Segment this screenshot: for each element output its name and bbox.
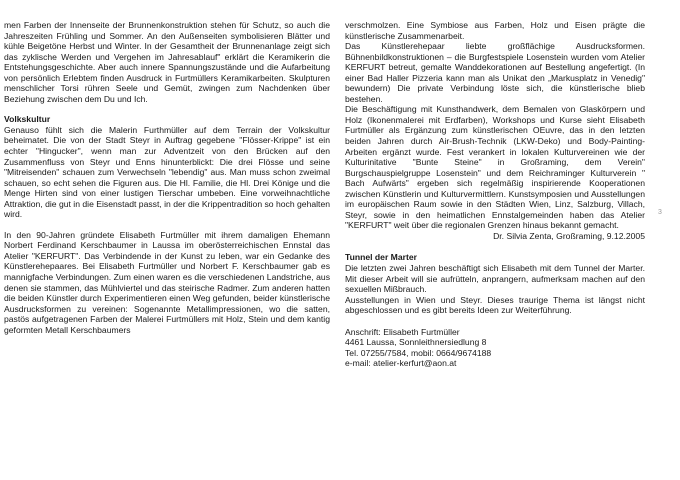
paragraph-kunsthandwerk: Die Beschäftigung mit Kunsthandwerk, dem Bemalen von Glaskörpern und Holz (Ikonenmalerei mit Erdfarben), Workshops und Kurse sieht Elisabeth Furtmüller als Ergänzung zum künstlerischen OEuvre, das in den letzten beiden Jahren durch Air-Brush-Technik (LKW-Deko) und Body-Painting-Arbeiten ergänzt wurde. Fest verankert in lokalen Kulturvereinen wie der Kulturinitative "Bunte Steine" in Großraming, dem Verein" Burgschauspielgruppe Losenstein" und dem Reichraminger Kulturverein " Bach Aufwärts" ergeben sich regelmäßig inspirierende Kooperationen zwischen Künstlerin und Kulturvermittlern. Kunstsymposien und Ausstellungen im europäischen Raum sowie in den Städten Wien, Linz, Salzburg, Villach, Steyr, sowie in den heimatlichen Ennstalgemeinden haben das Atelier "KERFURT" weit über die regionalen Grenzen hinaus bekannt gemacht. [345, 104, 645, 231]
paragraph-kerfurt: In den 90-Jahren gründete Elisabeth Furtmüller mit ihrem damaligen Ehemann Norbert Ferdinand Kerschbaumer in Laussa im oberösterreichischen Ennstal das Atelier "KERFURT". Das Verbindende in der Kunst zu leben, war ein Gedanke des Künstlerehepaares. Bei Elisabeth Furtmüller und Norbert F. Kerschbaumer gab es mannigfache Verbindungen. Zum einen waren es die verschiedenen Landstriche, aus denen sie stammen, das Mühlviertel und das steirische Radmer. Zum anderen hatten die beiden Künstler durch Experimentieren einen Weg gefunden, beider künstlerische Ausdrucksformen zu vereinen: Sogenannte Metallimpressionen, wo die satten, pastös aufgetragenen Farben der Malerei Furtmüllers mit Holz, Stein und dem kantig geformten Metall Kerschbaumers [4, 229, 330, 335]
left-column [4, 20, 330, 335]
heading-tunnel-der-marter: Tunnel der Marter [345, 252, 417, 263]
paragraph-tunnel: Die letzten zwei Jahren beschäftigt sich Elisabeth mit dem Tunnel der Marter. Mit dieser Arbeit will sie aufrütteln, anprangern, aufmerksam machen auf den sexuellen Mißbrauch. [345, 263, 645, 295]
contact-address [345, 327, 645, 369]
address-line-email: e-mail: atelier-kerfurt@aon.at [345, 358, 457, 369]
address-line-name: Anschrift: Elisabeth Furtmüller [345, 326, 460, 337]
paragraph-ausstellungen: Ausstellungen in Wien und Steyr. Dieses traurige Thema ist längst nicht abgeschlossen und es gibt bereits Ideen zur Weiterführung. [345, 294, 645, 316]
address-line-phone: Tel. 07255/7584, mobil: 0664/9674188 [345, 347, 492, 358]
heading-volkskultur: Volkskultur [4, 114, 51, 125]
author-signature: Dr. Silvia Zenta, Großraming, 9.12.2005 [493, 230, 645, 241]
address-line-street: 4461 Laussa, Sonnleithnersiedlung 8 [345, 337, 487, 348]
paragraph-kuenstlerehepaar: Das Künstlerehepaar liebte großflächige Ausdrucksformen. Bühnenbildkonstruktionen – die Burgfestspiele Losenstein wurden vom Atelier KERFURT betreut, gemalte Wanddekorationen auf Bestellung angefertigt. (In einer Bad Haller Pizzeria kann man als Unikat den „Markusplatz in Venedig" bewundern) Die private Verbindung löste sich, die künstlerische blieb bestehen. [345, 41, 645, 104]
paragraph-volkskultur: Genauso fühlt sich die Malerin Furthmüller auf dem Terrain der Volkskultur beheimatet. Die von der Stadt Steyr in Auftrag gegebene "Flösser-Krippe" ist ein echter "Hingucker", wenn man zur Adventzeit von den Brücken auf den Zusammenfluss von Steyr und Enns hinunterblickt: Die drei Flösse und seine "Mitreisenden" schauen zum Verwechseln "lebendig" aus. Man muss schon zweimal schauen, so echt sehen die Figuren aus. Die Hl. Familie, die Hl. Drei Könige und die Menge Hirten sind von einer lustigen Tierschar umbeben. Eine vorweihnachtliche Attraktion, die gut in die Eisenstadt passt, in der die Krippentradition so hoch gehalten wird. [4, 124, 330, 220]
paragraph-brunnen: men Farben der Innenseite der Brunnenkonstruktion stehen für Schutz, so auch die Jahreszeiten Frühling und Sommer. An den Außenseiten symbolisieren Blätter und kühle Beigetöne Herbst und Winter. In der Gesamtheit der Brunnenanlage zeigt sich das zyklische Werden und Vergehen im Jahresablauf" erklärt die Keramikerin die Entstehungsgeschichte. Aber auch innere Spannungszustände und die Aufarbeitung von persönlich Erlebtem finden Ausdruck in Furtmüllers Keramikarbeiten. Skulpturen menschlicher Torsi rühren Seele und Gemüt, zwingen zum Nachdenken über Beziehung zwischen dem Du und Ich. [4, 20, 330, 104]
right-column [345, 20, 645, 369]
paragraph-symbiose: verschmolzen. Eine Symbiose aus Farben, Holz und Eisen prägte die künstlerische Zusammenarbeit. [345, 20, 645, 41]
page-number: 3 [658, 209, 662, 216]
